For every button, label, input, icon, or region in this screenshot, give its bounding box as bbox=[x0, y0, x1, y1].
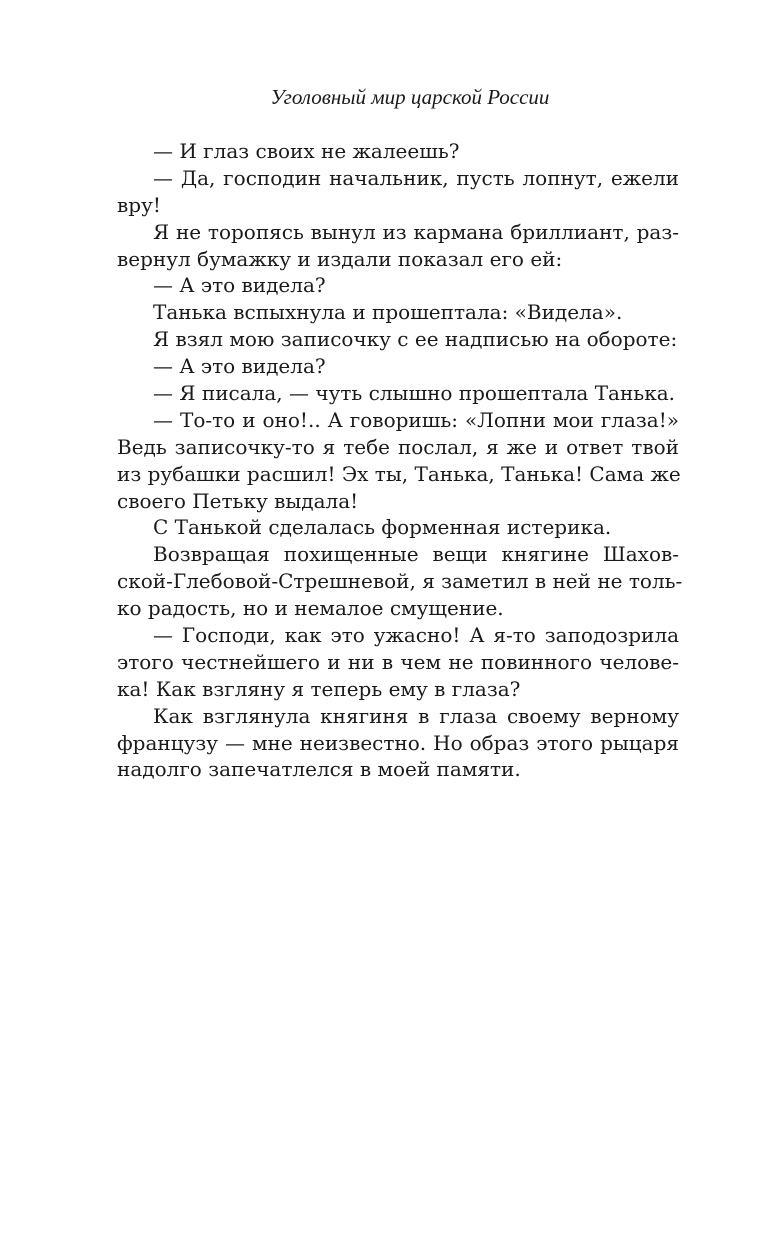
text-line: С Танькой сделалась форменная истерика. bbox=[153, 515, 612, 540]
text-line: Я взял мою записочку с ее надписью на обороте: bbox=[153, 327, 678, 352]
text-line: надолго запечатлелся в моей памяти. bbox=[117, 757, 521, 782]
text-line: — Я писала, — чуть слышно прошептала Танька. bbox=[153, 381, 675, 406]
text-line: ской-Глебовой-Стрешневой, я заметил в ней не толь- bbox=[117, 569, 683, 594]
text-line: — А это видела? bbox=[153, 273, 326, 298]
text-line: вру! bbox=[117, 192, 161, 217]
text-line: — То-то и оно!.. А говоришь: «Лопни мои глаза!» bbox=[153, 407, 679, 432]
running-header: Уголовный мир царской России bbox=[270, 85, 550, 109]
text-line: Как взглянула княгиня в глаза своему верному bbox=[153, 703, 679, 728]
body-text bbox=[117, 138, 683, 783]
text-line: вернул бумажку и издали показал его ей: bbox=[117, 246, 563, 271]
text-line: — Да, господин начальник, пусть лопнут, ежели bbox=[153, 165, 679, 190]
text-line: — И глаз своих не жалеешь? bbox=[153, 139, 460, 163]
text-line: — Господи, как это ужасно! А я-то заподозрила bbox=[153, 623, 679, 648]
text-line: своего Петьку выдала! bbox=[117, 488, 359, 513]
text-line: Я не торопясь вынул из кармана бриллиант, раз- bbox=[153, 219, 679, 244]
text-line: ка! Как взгляну я теперь ему в глаза? bbox=[117, 676, 521, 701]
text-line: Возвращая похищенные вещи княгине Шахов- bbox=[153, 542, 679, 567]
text-line: французу — мне неизвестно. Но образ этого рыцаря bbox=[117, 730, 679, 755]
text-line: из рубашки расшил! Эх ты, Танька, Танька! Сама же bbox=[117, 461, 681, 486]
text-line: Танька вспыхнула и прошептала: «Видела». bbox=[153, 300, 623, 325]
text-line: Ведь записочку-то я тебе послал, я же и ответ твой bbox=[117, 434, 679, 459]
text-line: — А это видела? bbox=[153, 354, 326, 379]
text-line: ко радость, но и немалое смущение. bbox=[117, 596, 504, 621]
text-line: этого честнейшего и ни в чем не повинного челове- bbox=[117, 649, 679, 674]
